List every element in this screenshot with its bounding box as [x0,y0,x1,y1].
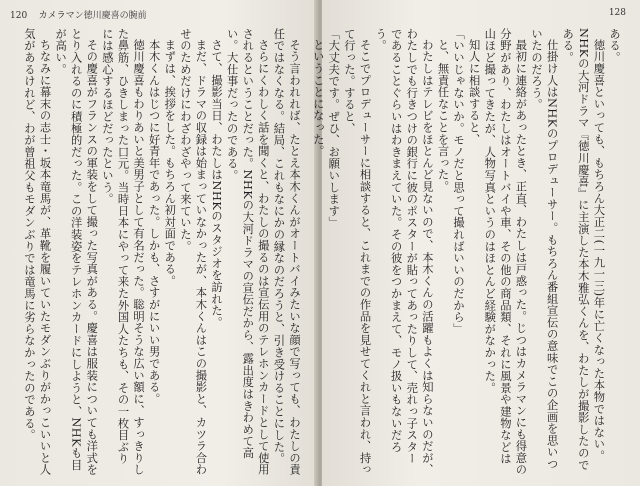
running-head: カメラマン徳川慶喜の腕前 [38,11,147,21]
paragraph: 本木くんはじつに好青年であった。しかも、さすがにいい男である。 [147,39,161,406]
left-page-header [10,8,147,21]
paragraph: 「大丈夫です。ぜひ、お願いします」 [327,28,341,229]
paragraph: 仕掛け人はNHKのプロデューサー。もちろん番組宣伝の意味でこの企画を思いついたのだろう。 [530,28,559,471]
left-page [0,0,318,486]
paragraph: ある。 [608,28,621,64]
paragraph: そう言われれば、たとえ本木くんがオートバイみたいな顔で写っても、わたしの責任ではなくなる。結局、これもなにかの縁なのだろうと、引き受けることにした。 [272,28,301,476]
right-page-number: 128 [608,8,626,18]
paragraph: 徳川慶喜もわりあいと美男子として有名だった。聡明そうな広い額に、すっきりした鼻筋、ひきしまった口元。当時日本にやって来た外国人たちも、その一枚目ぶりには感心するほどだったという。 [100,28,146,476]
right-page-header [609,8,626,18]
paragraph: 最初に連絡があったとき、正直、わたしは戸惑った。じつはカメラマンにも得意の分野があり、わたしはオートバイや車、その他の商品類、それに風景や建物などは山ほど撮ってきたが、人物写真というのはほとんど経験がなかった。 [483,28,528,476]
left-page-body [10,28,302,476]
left-page-number: 120 [10,11,28,21]
paragraph: と、無責任なことを言った。 [436,39,450,193]
paragraph: さて、撮影当日、わたしはNHKのスタジオを訪れた。 [210,39,224,329]
paragraph: 知人に相談すると、 [467,39,481,146]
paragraph: さらにくわしく話を聞くと、わたしの撮るのは宣伝用のテレホンカードとして使用されるということだった。NHKの大河ドラマの宣伝だから、露出度はきわめて高い。大仕事だったのである。 [225,28,270,476]
paragraph: そこでプロデューサーに相談すると、これまでの作品を見せてくれと言われ、持って行った。すると、 [342,28,372,476]
paragraph: ちなみに幕末の志士・坂本竜馬が、革靴を履いていたモダンぶりがかっこいいと人気があるけれど、わが曾祖父もモダンぶりでは竜馬に劣らなかったのである。 [22,28,52,476]
paragraph: 徳川慶喜といっても、もちろん大正二(一九一三)年に亡くなった本物ではない。NHKの大河ドラマ『徳川慶喜』に主演した本木雅弘くんを、わたしが撮影したのである。 [561,28,606,471]
paragraph: ということになった。 [311,39,325,158]
paragraph: わたしはテレビをほとんど見ないので、本木くんの活躍もよくは知らないのだが、わたしでも行きつけの銀行に彼のポスターが貼ってあったりして、売れっ子スターであることぐらいはわきまえていた。その彼をつかまえて、モノ扱いもないだろう。 [374,28,434,476]
paragraph: まずは、挨拶をした。もちろん初対面である。 [163,39,177,288]
paragraph: まだ、ドラマの収録は始まっていなかったが、本木くんはこの撮影と、カツラ合わせのためだけにわざわざやって来ていた。 [178,28,208,476]
paragraph: その慶喜がフランスの軍装をして撮った写真がある。慶喜は服装についても洋式をとり入れるのに積極的だった。この洋装姿をテレホンカードにしようと、NHKも目が高い。 [54,28,99,476]
paragraph: 「いいじゃないか。モノだと思って撮ればいいのだから」 [452,28,466,335]
right-page [311,0,640,486]
right-page-body [311,28,622,476]
